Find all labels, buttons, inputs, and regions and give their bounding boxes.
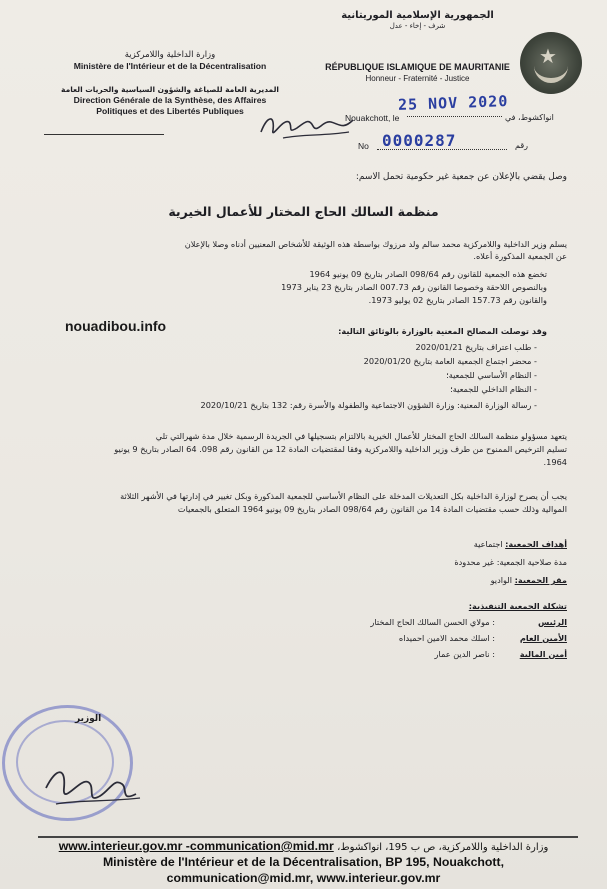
ministry-header: [40, 50, 300, 117]
date-dotted-line: [407, 116, 502, 117]
footer-address-ar: وزارة الداخلية واللامركزية، ص ب 195، انواكشوط،: [337, 842, 549, 853]
commitment-line-2: تسليم الترخيص الممنوح من طرف وزير الداخلية واللامركزية وفقا لمقتضيات المادة 12 من القانون رقم 098. 64 الصادر بتاريخ 9 يونيو: [114, 444, 567, 454]
secretary-value: اسلك محمد الامين احميداه: [398, 633, 490, 643]
received-intro: وقد توصلت المصالح المعنية بالوزارة بالوثائق التالية:: [338, 326, 547, 336]
document-item-3: - النظام الأساسي للجمعية؛: [446, 370, 537, 380]
document-item-5: - رسالة الوزارة المعنية: وزارة الشؤون الاجتماعية والطفولة والأسرة رقم: 132 بتاريخ 2020/10/21: [200, 400, 537, 410]
intro-line-1: يسلم وزير الداخلية واللامركزية محمد سالم ولد مرزوك بواسطة هذه الوثيقة للأشخاص المعنيين أدناه وصلا بالإعلان: [184, 239, 567, 249]
treasurer-label: أمين المالية: [519, 649, 567, 659]
minister-label: الوزير: [75, 714, 102, 724]
direction-fr-line1: Direction Générale de la Synthèse, des Affaires: [73, 95, 267, 105]
date-label-fr: Nouakchott, le: [345, 113, 400, 123]
number-label-ar: رقم: [515, 141, 529, 150]
president-label: الرئيس: [538, 617, 567, 627]
minister-signature: [36, 748, 156, 818]
document-item-1: - طلب اعتراف بتاريخ 2020/01/21: [415, 342, 537, 352]
seat-row: [491, 574, 567, 586]
seat-value: الواديو: [490, 575, 512, 585]
law-line-2: وبالنصوص اللاحقة وخصوصا القانون رقم 007.73 الصادر بتاريخ 23 يناير 1973: [281, 282, 547, 292]
ministry-fr: Ministère de l'Intérieur et de la Décentralisation: [73, 61, 267, 71]
president-row: الرئيس: مولاي الحسن السالك الحاج المختار: [370, 617, 567, 627]
document-title: منظمة السالك الحاج المختار للأعمال الخيرية: [168, 204, 439, 219]
seat-label: مقر الجمعية:: [514, 575, 567, 585]
date-stamp: 25 NOV 2020: [397, 92, 509, 114]
goals-value: اجتماعية: [473, 539, 503, 549]
law-line-3: والقانون رقم 157.73 الصادر بتاريخ 02 يوليو 1973.: [368, 295, 547, 305]
subject-line: وصل يقضي بالإعلان عن جمعية غير حكومية تحمل الاسم:: [355, 172, 567, 182]
footer-line-1: [0, 839, 607, 853]
goals-row: [474, 538, 567, 550]
treasurer-value: ناصر الدين عمار: [434, 649, 490, 659]
document-item-4: - النظام الداخلي للجمعية؛: [450, 384, 537, 394]
national-emblem-icon: ★: [520, 32, 582, 94]
republic-ar: الجمهورية الإسلامية الموريتانية: [341, 10, 494, 21]
obligation-line-2: الموالية وذلك حسب مقتضيات المادة 14 من القانون رقم 098/64 الصادر بتاريخ 09 يونيو 1964 المتعلق بالجمعيات: [177, 504, 567, 514]
law-line-1: تخضع هذه الجمعية للقانون رقم 098/64 الصادر بتاريخ 09 يونيو 1964: [309, 269, 547, 279]
secretary-row: الأمين العام: اسلك محمد الامين احميداه: [398, 633, 567, 643]
watermark-text: nouadibou.info: [65, 318, 167, 334]
header-divider: [44, 134, 164, 135]
footer-line-3[interactable]: communication@mid.mr, www.interieur.gov.mr: [166, 871, 441, 885]
ministry-ar: وزارة الداخلية واللامركزية: [124, 50, 216, 60]
executive-label: تشكلة الجمعية التنفيذية:: [468, 601, 567, 611]
commitment-line-1: يتعهد مسؤولو منظمة السالك الحاج المختار للأعمال الخيرية بالالتزام بتسجيلها في الجريدة الرسمية خلال مدة شهرالتي تلي: [155, 431, 567, 441]
president-value: مولاي الحسن السالك الحاج المختار: [370, 617, 490, 627]
footer-links[interactable]: www.interieur.gov.mr -communication@mid.mr: [58, 839, 334, 853]
footer-divider: [38, 836, 578, 838]
obligation-line-1: يجب أن يصرح لوزارة الداخلية بكل التعديلات المدخلة على النظام الأساسي للجمعية المذكورة وبكل تغيير في إدارتها في الأشهر الثلاثة: [120, 491, 567, 501]
number-label-fr: No: [358, 141, 369, 151]
treasurer-row: أمين المالية: ناصر الدين عمار: [434, 649, 567, 659]
executive-heading: [469, 600, 567, 612]
motto-fr: Honneur - Fraternité - Justice: [365, 74, 470, 83]
republic-header: [300, 10, 535, 84]
republic-fr: RÉPUBLIQUE ISLAMIQUE DE MAURITANIE: [325, 62, 510, 72]
goals-label: أهداف الجمعية:: [505, 539, 567, 549]
document-item-2: - محضر اجتماع الجمعية العامة بتاريخ 2020/01/20: [363, 356, 537, 366]
date-label-ar: انواكشوط، في: [505, 113, 554, 122]
footer-line-2: Ministère de l'Intérieur et de la Décentralisation, BP 195, Nouakchott,: [102, 855, 505, 869]
number-stamp: 0000287: [382, 131, 457, 150]
motto-ar: شرف - إخاء - عدل: [389, 22, 446, 30]
paraph-signature: [253, 108, 363, 144]
direction-fr-line2: Politiques et des Libertés Publiques: [96, 106, 244, 116]
validity-row: مدة صلاحية الجمعية: غير محدودة: [454, 557, 567, 567]
secretary-label: الأمين العام: [519, 633, 567, 643]
intro-line-2: عن الجمعية المذكورة أعلاه.: [473, 251, 567, 261]
commitment-line-3: 1964.: [543, 457, 567, 467]
direction-ar: المديرية العامة للصياغة والشؤون السياسية والحريات العامة: [61, 85, 279, 94]
